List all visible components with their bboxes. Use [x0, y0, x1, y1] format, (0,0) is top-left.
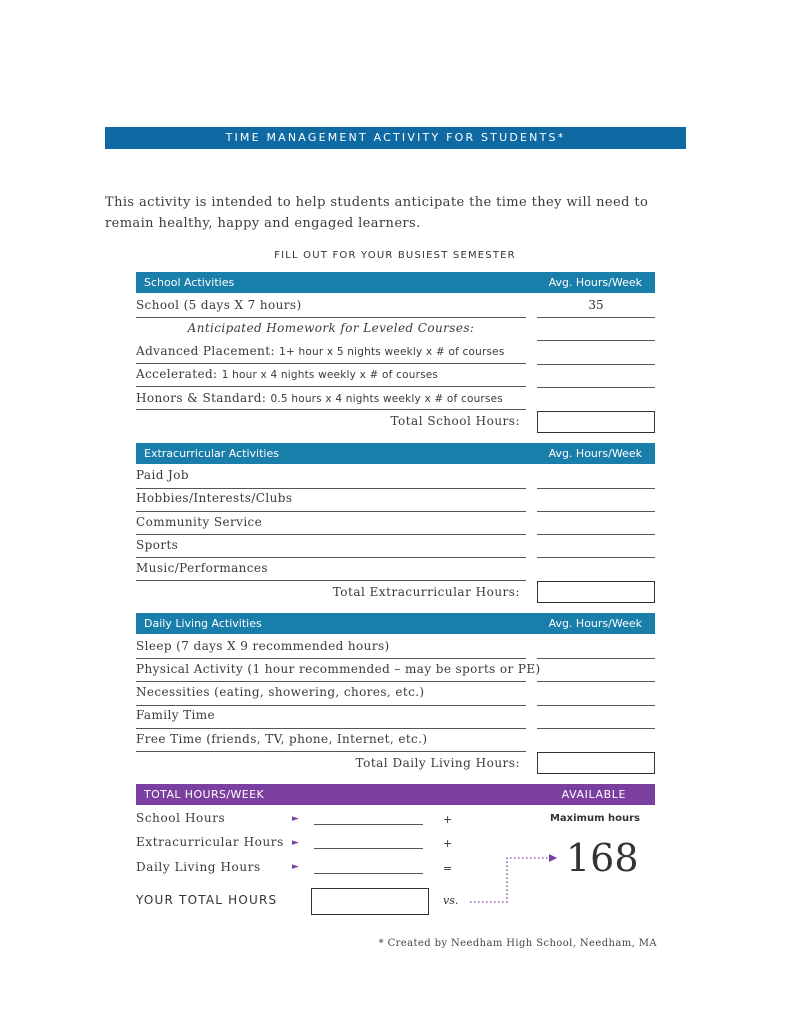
free-time-row: Free Time (friends, TV, phone, Internet, etc.) [136, 732, 428, 746]
school-row: School (5 days X 7 hours) [136, 298, 302, 312]
sleep-hours-line[interactable] [537, 658, 655, 659]
total-daily-living-label: Total Daily Living Hours: [355, 756, 520, 770]
hobbies-row: Hobbies/Interests/Clubs [136, 491, 293, 505]
arrow-right-icon: ► [292, 862, 299, 872]
dotted-connector-arrow-icon [465, 850, 565, 910]
row-divider [136, 658, 526, 659]
homework-subheading [136, 321, 526, 335]
honors-detail: 0.5 hours x 4 nights weekly x # of courses [270, 393, 503, 405]
total-extracurricular-label: Total Extracurricular Hours: [332, 585, 520, 599]
community-service-row: Community Service [136, 515, 263, 529]
total-school-hours-box[interactable] [537, 411, 655, 433]
daily-living-column-title: Avg. Hours/Week [548, 617, 642, 630]
total-hours-header [136, 784, 655, 805]
school-hours-summary-line[interactable] [314, 824, 423, 825]
music-row: Music/Performances [136, 561, 268, 575]
necessities-hours-line[interactable] [537, 705, 655, 706]
vs-label: vs. [443, 894, 459, 907]
physical-activity-row: Physical Activity (1 hour recommended – may be sports or PE) [136, 662, 541, 676]
arrow-right-icon: ► [292, 838, 299, 848]
paid-job-row: Paid Job [136, 468, 189, 482]
fillout-instruction: FILL OUT FOR YOUR BUSIEST SEMESTER [274, 250, 516, 261]
school-hours-line[interactable] [537, 317, 655, 318]
physical-activity-hours-line[interactable] [537, 681, 655, 682]
homework-subheading-text: Anticipated Homework for Leveled Courses: [187, 321, 475, 335]
accelerated-detail: 1 hour x 4 nights weekly x # of courses [221, 369, 439, 381]
row-divider [136, 511, 526, 512]
row-divider [136, 363, 526, 364]
family-time-hours-line[interactable] [537, 728, 655, 729]
sleep-row: Sleep (7 days X 9 recommended hours) [136, 639, 390, 653]
row-divider [136, 488, 526, 489]
total-daily-living-hours-box[interactable] [537, 752, 655, 774]
sports-row: Sports [136, 538, 179, 552]
row-divider [136, 681, 526, 682]
row-divider [136, 534, 526, 535]
ap-hours-line[interactable] [537, 364, 655, 365]
school-activities-title: School Activities [144, 276, 235, 289]
daily-living-header [136, 613, 655, 634]
accelerated-hours-line[interactable] [537, 387, 655, 388]
plus-sign: + [443, 837, 453, 850]
extracurricular-hours-summary-line[interactable] [314, 848, 423, 849]
footer-credit: * Created by Needham High School, Needham, MA [378, 938, 657, 949]
daily-living-title: Daily Living Activities [144, 617, 262, 630]
school-activities-header [136, 272, 655, 293]
available-title: AVAILABLE [561, 788, 626, 801]
plus-sign: + [443, 813, 453, 826]
row-divider [136, 409, 526, 410]
daily-living-hours-summary-line[interactable] [314, 873, 423, 874]
extracurricular-title: Extracurricular Activities [144, 447, 279, 460]
row-divider [136, 317, 526, 318]
daily-living-hours-summary-label: Daily Living Hours [136, 860, 261, 874]
row-divider [136, 557, 526, 558]
equals-sign: = [443, 862, 453, 875]
ap-detail: 1+ hour x 5 nights weekly x # of courses [279, 346, 505, 358]
honors-row [136, 391, 503, 405]
intro-text: This activity is intended to help students anticipate the time they will need to remain healthy, happy and engaged learners. [105, 195, 649, 231]
school-hours-value: 35 [588, 298, 604, 312]
total-hours-title: TOTAL HOURS/WEEK [144, 788, 265, 801]
ap-label: Advanced Placement: [136, 344, 275, 358]
ap-row [136, 344, 505, 358]
row-divider [136, 751, 526, 752]
page-title-banner: TIME MANAGEMENT ACTIVITY FOR STUDENTS* [105, 127, 686, 149]
your-total-hours-label: YOUR TOTAL HOURS [136, 893, 278, 907]
community-service-hours-line[interactable] [537, 534, 655, 535]
arrow-right-icon: ► [292, 814, 299, 824]
extracurricular-hours-summary-label: Extracurricular Hours [136, 835, 284, 849]
paid-job-hours-line[interactable] [537, 488, 655, 489]
row-divider [136, 580, 526, 581]
hobbies-hours-line[interactable] [537, 511, 655, 512]
your-total-hours-box[interactable] [311, 888, 429, 915]
honors-label: Honors & Standard: [136, 391, 267, 405]
homework-hours-line[interactable] [537, 340, 655, 341]
total-extracurricular-hours-box[interactable] [537, 581, 655, 603]
maximum-hours-label: Maximum hours [549, 813, 640, 824]
family-time-row: Family Time [136, 708, 216, 722]
row-divider [136, 728, 526, 729]
row-divider [136, 386, 526, 387]
accelerated-row [136, 367, 438, 381]
extracurricular-column-title: Avg. Hours/Week [548, 447, 642, 460]
school-hours-column-title: Avg. Hours/Week [548, 276, 642, 289]
extracurricular-header [136, 443, 655, 464]
row-divider [136, 705, 526, 706]
total-school-label: Total School Hours: [390, 414, 520, 428]
maximum-hours-value: 168 [566, 836, 639, 880]
school-hours-summary-label: School Hours [136, 811, 226, 825]
necessities-row: Necessities (eating, showering, chores, etc.) [136, 685, 425, 699]
sports-hours-line[interactable] [537, 557, 655, 558]
accelerated-label: Accelerated: [136, 367, 218, 381]
